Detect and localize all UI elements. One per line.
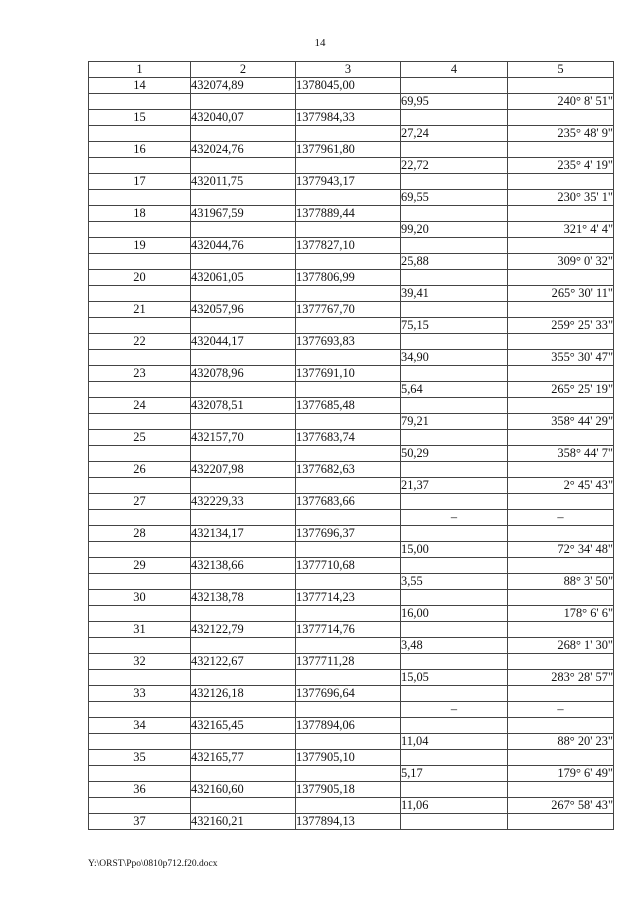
empty-cell xyxy=(508,750,614,766)
empty-cell xyxy=(296,350,401,366)
x-coordinate-cell: 432138,66 xyxy=(191,558,296,574)
empty-cell xyxy=(296,606,401,622)
empty-cell xyxy=(296,94,401,110)
empty-cell xyxy=(296,382,401,398)
bearing-cell: 358° 44' 7" xyxy=(508,446,614,462)
distance-cell: 3,55 xyxy=(401,574,508,590)
table-row-point xyxy=(89,462,614,478)
point-number-cell: 18 xyxy=(89,206,191,222)
empty-cell xyxy=(89,734,191,750)
bearing-cell: 2° 45' 43" xyxy=(508,478,614,494)
empty-cell xyxy=(191,798,296,814)
empty-cell xyxy=(508,238,614,254)
empty-cell xyxy=(508,526,614,542)
distance-cell: 25,88 xyxy=(401,254,508,270)
y-coordinate-cell: 1377682,63 xyxy=(296,462,401,478)
empty-cell xyxy=(401,654,508,670)
empty-cell xyxy=(296,510,401,526)
empty-cell xyxy=(296,414,401,430)
bearing-cell: 88° 3' 50" xyxy=(508,574,614,590)
empty-cell xyxy=(508,366,614,382)
y-coordinate-cell: 1377905,18 xyxy=(296,782,401,798)
empty-cell xyxy=(191,766,296,782)
empty-cell xyxy=(401,558,508,574)
empty-cell xyxy=(401,622,508,638)
table-row-segment xyxy=(89,446,614,462)
empty-cell xyxy=(508,654,614,670)
table-row-segment xyxy=(89,766,614,782)
y-coordinate-cell: 1377961,80 xyxy=(296,142,401,158)
distance-cell: 15,00 xyxy=(401,542,508,558)
point-number-cell: 23 xyxy=(89,366,191,382)
page-number: 14 xyxy=(314,37,326,49)
x-coordinate-cell: 432078,51 xyxy=(191,398,296,414)
table-row-point xyxy=(89,238,614,254)
table-row-point xyxy=(89,110,614,126)
point-number-cell: 20 xyxy=(89,270,191,286)
empty-cell xyxy=(401,526,508,542)
table-row-point xyxy=(89,430,614,446)
y-coordinate-cell: 1377710,68 xyxy=(296,558,401,574)
x-coordinate-cell: 432061,05 xyxy=(191,270,296,286)
empty-cell xyxy=(89,510,191,526)
table-row-segment xyxy=(89,638,614,654)
empty-cell xyxy=(89,286,191,302)
empty-cell xyxy=(191,446,296,462)
point-number-cell: 34 xyxy=(89,718,191,734)
table-row-point xyxy=(89,782,614,798)
point-number-cell: 28 xyxy=(89,526,191,542)
table-row-segment xyxy=(89,574,614,590)
empty-cell xyxy=(508,462,614,478)
x-coordinate-cell: 432040,07 xyxy=(191,110,296,126)
empty-cell xyxy=(191,510,296,526)
distance-cell: 5,64 xyxy=(401,382,508,398)
empty-cell xyxy=(296,542,401,558)
point-number-cell: 36 xyxy=(89,782,191,798)
empty-cell xyxy=(89,542,191,558)
table-row-segment xyxy=(89,702,614,718)
empty-cell xyxy=(89,638,191,654)
empty-cell xyxy=(296,702,401,718)
empty-cell xyxy=(89,414,191,430)
point-number-cell: 14 xyxy=(89,78,191,94)
empty-cell xyxy=(508,814,614,830)
empty-cell xyxy=(401,334,508,350)
y-coordinate-cell: 1377683,66 xyxy=(296,494,401,510)
empty-cell xyxy=(89,222,191,238)
empty-cell xyxy=(401,462,508,478)
table-row-segment xyxy=(89,510,614,526)
y-coordinate-cell: 1377889,44 xyxy=(296,206,401,222)
distance-cell: 69,95 xyxy=(401,94,508,110)
distance-cell: 22,72 xyxy=(401,158,508,174)
empty-cell xyxy=(89,382,191,398)
bearing-cell: 235° 48' 9" xyxy=(508,126,614,142)
empty-cell xyxy=(89,94,191,110)
distance-cell: 79,21 xyxy=(401,414,508,430)
point-number-cell: 22 xyxy=(89,334,191,350)
table-row-point xyxy=(89,206,614,222)
x-coordinate-cell: 432160,21 xyxy=(191,814,296,830)
empty-cell xyxy=(296,286,401,302)
table-row-point xyxy=(89,526,614,542)
empty-cell xyxy=(296,670,401,686)
empty-cell xyxy=(508,398,614,414)
empty-cell xyxy=(191,574,296,590)
empty-cell xyxy=(191,414,296,430)
empty-cell xyxy=(508,174,614,190)
table-row-segment xyxy=(89,158,614,174)
bearing-cell: 358° 44' 29" xyxy=(508,414,614,430)
table-row-segment xyxy=(89,222,614,238)
bearing-cell: 265° 25' 19" xyxy=(508,382,614,398)
table-row-point xyxy=(89,302,614,318)
x-coordinate-cell: 431967,59 xyxy=(191,206,296,222)
empty-cell xyxy=(191,158,296,174)
distance-cell: 27,24 xyxy=(401,126,508,142)
table-row-segment xyxy=(89,350,614,366)
file-path-footer: Y:\ORST\Ppo\0810p712.f20.docx xyxy=(88,859,218,869)
empty-cell xyxy=(89,606,191,622)
y-coordinate-cell: 1377696,64 xyxy=(296,686,401,702)
x-coordinate-cell: 432160,60 xyxy=(191,782,296,798)
table-row-segment xyxy=(89,190,614,206)
empty-cell xyxy=(401,174,508,190)
empty-cell xyxy=(508,718,614,734)
empty-cell xyxy=(296,446,401,462)
x-coordinate-cell: 432122,79 xyxy=(191,622,296,638)
empty-cell xyxy=(191,286,296,302)
y-coordinate-cell: 1377685,48 xyxy=(296,398,401,414)
x-coordinate-cell: 432126,18 xyxy=(191,686,296,702)
distance-cell: 75,15 xyxy=(401,318,508,334)
distance-cell: 11,04 xyxy=(401,734,508,750)
empty-cell xyxy=(191,542,296,558)
empty-cell xyxy=(401,590,508,606)
empty-cell xyxy=(508,78,614,94)
x-coordinate-cell: 432011,75 xyxy=(191,174,296,190)
table-row-point xyxy=(89,718,614,734)
column-header: 5 xyxy=(508,62,614,78)
empty-cell xyxy=(191,734,296,750)
x-coordinate-cell: 432207,98 xyxy=(191,462,296,478)
empty-cell xyxy=(401,718,508,734)
distance-cell: 34,90 xyxy=(401,350,508,366)
empty-cell xyxy=(401,110,508,126)
table-row-segment xyxy=(89,254,614,270)
y-coordinate-cell: 1377691,10 xyxy=(296,366,401,382)
table-row-point xyxy=(89,686,614,702)
empty-cell xyxy=(191,94,296,110)
empty-cell xyxy=(296,478,401,494)
bearing-cell: 235° 4' 19" xyxy=(508,158,614,174)
point-number-cell: 15 xyxy=(89,110,191,126)
column-header: 1 xyxy=(89,62,191,78)
x-coordinate-cell: 432078,96 xyxy=(191,366,296,382)
empty-cell xyxy=(401,782,508,798)
point-number-cell: 24 xyxy=(89,398,191,414)
empty-cell xyxy=(401,814,508,830)
point-number-cell: 26 xyxy=(89,462,191,478)
empty-cell xyxy=(191,606,296,622)
distance-cell: 50,29 xyxy=(401,446,508,462)
empty-cell xyxy=(89,350,191,366)
x-coordinate-cell: 432134,17 xyxy=(191,526,296,542)
y-coordinate-cell: 1377894,06 xyxy=(296,718,401,734)
empty-cell xyxy=(401,142,508,158)
table-row-point xyxy=(89,558,614,574)
empty-cell xyxy=(191,222,296,238)
distance-cell: – xyxy=(401,510,508,526)
empty-cell xyxy=(191,382,296,398)
x-coordinate-cell: 432044,76 xyxy=(191,238,296,254)
point-number-cell: 31 xyxy=(89,622,191,638)
empty-cell xyxy=(89,190,191,206)
empty-cell xyxy=(508,494,614,510)
empty-cell xyxy=(401,78,508,94)
x-coordinate-cell: 432044,17 xyxy=(191,334,296,350)
empty-cell xyxy=(191,702,296,718)
distance-cell: 16,00 xyxy=(401,606,508,622)
empty-cell xyxy=(296,254,401,270)
empty-cell xyxy=(401,494,508,510)
bearing-cell: – xyxy=(508,510,614,526)
table-row-segment xyxy=(89,382,614,398)
empty-cell xyxy=(191,126,296,142)
table-row-point xyxy=(89,398,614,414)
x-coordinate-cell: 432074,89 xyxy=(191,78,296,94)
point-number-cell: 16 xyxy=(89,142,191,158)
table-row-point xyxy=(89,270,614,286)
point-number-cell: 32 xyxy=(89,654,191,670)
x-coordinate-cell: 432157,70 xyxy=(191,430,296,446)
y-coordinate-cell: 1377827,10 xyxy=(296,238,401,254)
distance-cell: 11,06 xyxy=(401,798,508,814)
x-coordinate-cell: 432024,76 xyxy=(191,142,296,158)
table-row-segment xyxy=(89,478,614,494)
table-row-segment xyxy=(89,734,614,750)
empty-cell xyxy=(508,334,614,350)
table-row-segment xyxy=(89,414,614,430)
empty-cell xyxy=(401,302,508,318)
y-coordinate-cell: 1377943,17 xyxy=(296,174,401,190)
x-coordinate-cell: 432122,67 xyxy=(191,654,296,670)
y-coordinate-cell: 1377767,70 xyxy=(296,302,401,318)
empty-cell xyxy=(296,126,401,142)
point-number-cell: 17 xyxy=(89,174,191,190)
empty-cell xyxy=(89,126,191,142)
empty-cell xyxy=(401,366,508,382)
empty-cell xyxy=(89,254,191,270)
empty-cell xyxy=(89,766,191,782)
distance-cell: 39,41 xyxy=(401,286,508,302)
bearing-cell: 88° 20' 23" xyxy=(508,734,614,750)
empty-cell xyxy=(508,430,614,446)
empty-cell xyxy=(191,638,296,654)
table-row-segment xyxy=(89,94,614,110)
empty-cell xyxy=(508,142,614,158)
empty-cell xyxy=(89,158,191,174)
empty-cell xyxy=(296,158,401,174)
empty-cell xyxy=(296,734,401,750)
table-row-point xyxy=(89,814,614,830)
bearing-cell: 321° 4' 4" xyxy=(508,222,614,238)
empty-cell xyxy=(296,798,401,814)
empty-cell xyxy=(401,398,508,414)
bearing-cell: 265° 30' 11" xyxy=(508,286,614,302)
table-row-segment xyxy=(89,126,614,142)
column-header: 4 xyxy=(401,62,508,78)
empty-cell xyxy=(401,686,508,702)
x-coordinate-cell: 432229,33 xyxy=(191,494,296,510)
table-row-point xyxy=(89,654,614,670)
empty-cell xyxy=(89,446,191,462)
table-row-point xyxy=(89,142,614,158)
table-row-point xyxy=(89,366,614,382)
table-body xyxy=(89,78,614,830)
empty-cell xyxy=(191,350,296,366)
distance-cell: 21,37 xyxy=(401,478,508,494)
bearing-cell: – xyxy=(508,702,614,718)
bearing-cell: 72° 34' 48" xyxy=(508,542,614,558)
x-coordinate-cell: 432165,45 xyxy=(191,718,296,734)
empty-cell xyxy=(191,190,296,206)
table-row-point xyxy=(89,590,614,606)
table-row-point xyxy=(89,622,614,638)
distance-cell: – xyxy=(401,702,508,718)
empty-cell xyxy=(191,670,296,686)
y-coordinate-cell: 1377714,76 xyxy=(296,622,401,638)
table-row-point xyxy=(89,334,614,350)
y-coordinate-cell: 1378045,00 xyxy=(296,78,401,94)
empty-cell xyxy=(508,558,614,574)
empty-cell xyxy=(89,318,191,334)
empty-cell xyxy=(508,686,614,702)
bearing-cell: 179° 6' 49" xyxy=(508,766,614,782)
bearing-cell: 178° 6' 6" xyxy=(508,606,614,622)
table-header-row xyxy=(89,62,614,78)
bearing-cell: 240° 8' 51" xyxy=(508,94,614,110)
bearing-cell: 309° 0' 32" xyxy=(508,254,614,270)
distance-cell: 69,55 xyxy=(401,190,508,206)
empty-cell xyxy=(191,478,296,494)
empty-cell xyxy=(508,302,614,318)
empty-cell xyxy=(401,750,508,766)
bearing-cell: 267° 58' 43" xyxy=(508,798,614,814)
point-number-cell: 19 xyxy=(89,238,191,254)
empty-cell xyxy=(296,638,401,654)
point-number-cell: 35 xyxy=(89,750,191,766)
point-number-cell: 33 xyxy=(89,686,191,702)
bearing-cell: 230° 35' 1" xyxy=(508,190,614,206)
table-row-point xyxy=(89,78,614,94)
empty-cell xyxy=(508,110,614,126)
y-coordinate-cell: 1377693,83 xyxy=(296,334,401,350)
column-header: 2 xyxy=(191,62,296,78)
bearing-cell: 259° 25' 33" xyxy=(508,318,614,334)
distance-cell: 5,17 xyxy=(401,766,508,782)
empty-cell xyxy=(89,670,191,686)
distance-cell: 15,05 xyxy=(401,670,508,686)
y-coordinate-cell: 1377905,10 xyxy=(296,750,401,766)
point-number-cell: 37 xyxy=(89,814,191,830)
distance-cell: 99,20 xyxy=(401,222,508,238)
y-coordinate-cell: 1377894,13 xyxy=(296,814,401,830)
y-coordinate-cell: 1377714,23 xyxy=(296,590,401,606)
coordinates-table xyxy=(88,61,614,830)
empty-cell xyxy=(296,574,401,590)
distance-cell: 3,48 xyxy=(401,638,508,654)
table-row-point xyxy=(89,494,614,510)
bearing-cell: 283° 28' 57" xyxy=(508,670,614,686)
point-number-cell: 27 xyxy=(89,494,191,510)
empty-cell xyxy=(508,270,614,286)
point-number-cell: 29 xyxy=(89,558,191,574)
empty-cell xyxy=(191,254,296,270)
bearing-cell: 355° 30' 47" xyxy=(508,350,614,366)
empty-cell xyxy=(401,270,508,286)
empty-cell xyxy=(296,222,401,238)
empty-cell xyxy=(89,798,191,814)
point-number-cell: 25 xyxy=(89,430,191,446)
empty-cell xyxy=(508,206,614,222)
x-coordinate-cell: 432138,78 xyxy=(191,590,296,606)
y-coordinate-cell: 1377683,74 xyxy=(296,430,401,446)
empty-cell xyxy=(296,766,401,782)
y-coordinate-cell: 1377984,33 xyxy=(296,110,401,126)
empty-cell xyxy=(401,206,508,222)
table-row-segment xyxy=(89,286,614,302)
empty-cell xyxy=(508,590,614,606)
table-row-segment xyxy=(89,606,614,622)
empty-cell xyxy=(296,318,401,334)
x-coordinate-cell: 432057,96 xyxy=(191,302,296,318)
x-coordinate-cell: 432165,77 xyxy=(191,750,296,766)
empty-cell xyxy=(89,574,191,590)
table-row-point xyxy=(89,750,614,766)
empty-cell xyxy=(401,238,508,254)
table-row-segment xyxy=(89,542,614,558)
table-row-segment xyxy=(89,798,614,814)
empty-cell xyxy=(191,318,296,334)
bearing-cell: 268° 1' 30" xyxy=(508,638,614,654)
table-row-segment xyxy=(89,670,614,686)
y-coordinate-cell: 1377696,37 xyxy=(296,526,401,542)
y-coordinate-cell: 1377806,99 xyxy=(296,270,401,286)
column-header: 3 xyxy=(296,62,401,78)
empty-cell xyxy=(508,782,614,798)
table-row-point xyxy=(89,174,614,190)
point-number-cell: 21 xyxy=(89,302,191,318)
empty-cell xyxy=(508,622,614,638)
empty-cell xyxy=(89,478,191,494)
empty-cell xyxy=(296,190,401,206)
y-coordinate-cell: 1377711,28 xyxy=(296,654,401,670)
empty-cell xyxy=(401,430,508,446)
empty-cell xyxy=(89,702,191,718)
point-number-cell: 30 xyxy=(89,590,191,606)
table-row-segment xyxy=(89,318,614,334)
